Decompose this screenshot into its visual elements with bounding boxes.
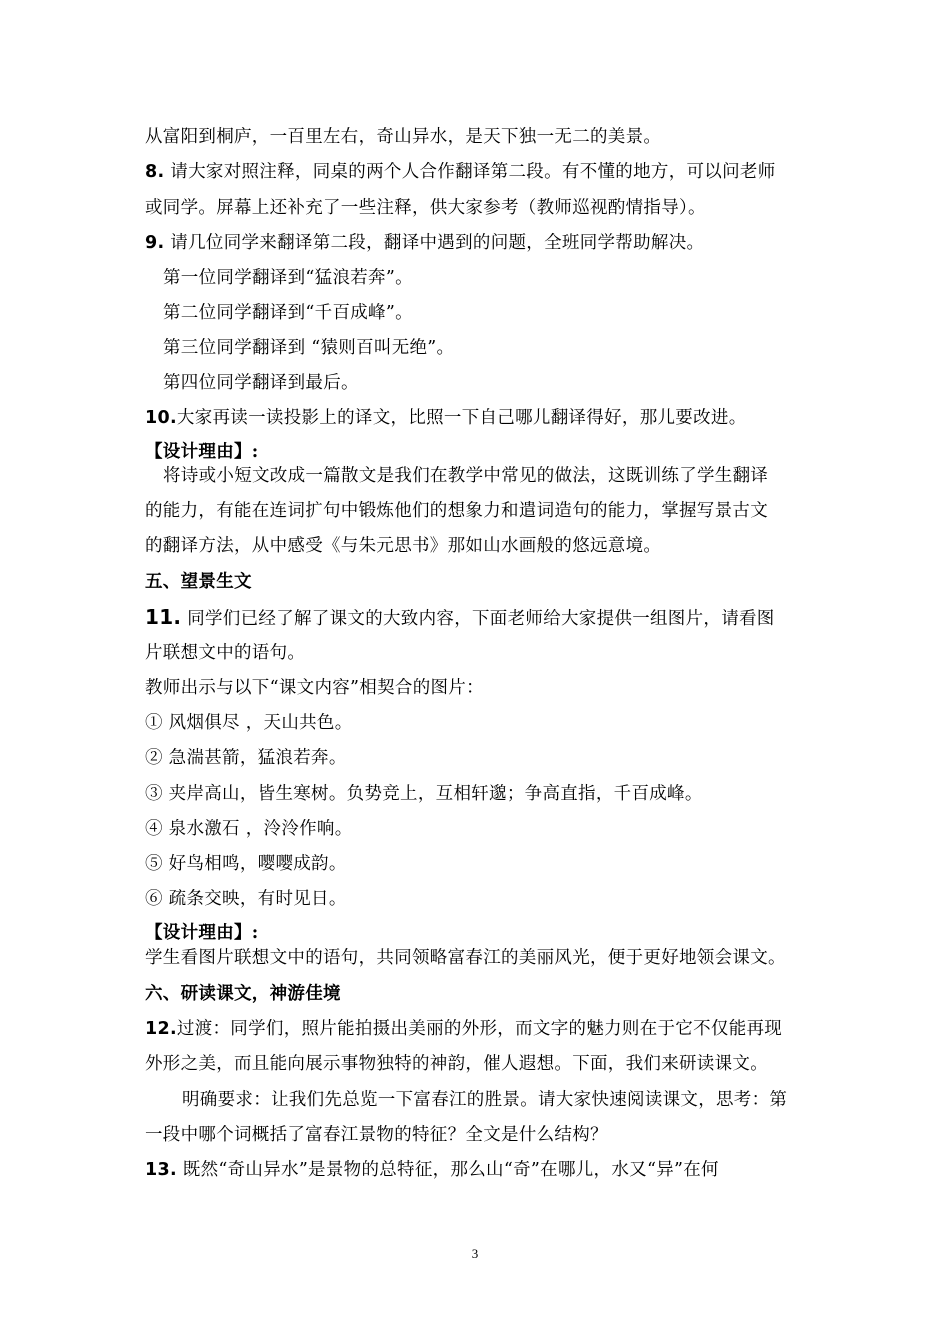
- item-number: 13.: [145, 1160, 177, 1180]
- numbered-item-12: [145, 1017, 782, 1041]
- sub-line: 第一位同学翻译到“猛浪若奔”。: [163, 268, 413, 288]
- page-number: 3: [471, 1246, 479, 1261]
- numbered-item-8: [145, 160, 776, 184]
- list-item: ⑤ 好鸟相鸣，嘤嘤成韵。: [145, 854, 347, 874]
- list-item: ① 风烟俱尽 ，天山共色。: [145, 713, 353, 733]
- numbered-item-11: [145, 605, 775, 631]
- numbered-item-9: [145, 231, 704, 255]
- paragraph-line: 明确要求：让我们先总览一下富春江的胜景。请大家快速阅读课文，思考：第: [182, 1090, 788, 1110]
- paragraph-line: 片联想文中的语句。: [145, 643, 306, 663]
- paragraph-line: 的能力，有能在连词扩句中锻炼他们的想象力和遣词造句的能力，掌握写景古文: [145, 501, 768, 521]
- sub-line: 第四位同学翻译到最后。: [163, 373, 359, 393]
- item-number: 10.: [145, 408, 177, 428]
- paragraph-line: 的翻译方法，从中感受《与朱元思书》那如山水画般的悠远意境。: [145, 536, 662, 556]
- paragraph-line: 教师出示与以下“课文内容”相契合的图片：: [145, 678, 484, 698]
- item-text: 既然“奇山异水”是景物的总特征，那么山“奇”在哪儿，水又“异”在何: [176, 1160, 719, 1180]
- item-number: 9.: [145, 233, 165, 253]
- item-text: 同学们已经了解了课文的大致内容，下面老师给大家提供一组图片，请看图: [181, 609, 775, 629]
- item-text: 请大家对照注释，同桌的两个人合作翻译第二段。有不懂的地方，可以问老师: [164, 162, 776, 182]
- paragraph-line: 学生看图片联想文中的语句，共同领略富春江的美丽风光，便于更好地领会课文。: [145, 948, 786, 968]
- item-number: 12.: [145, 1019, 177, 1039]
- paragraph-line: 或同学。屏幕上还补充了一些注释，供大家参考（教师巡视酌情指导）。: [145, 198, 706, 218]
- paragraph-line: 从富阳到桐庐，一百里左右，奇山异水，是天下独一无二的美景。: [145, 127, 662, 147]
- item-text: 大家再读一读投影上的译文，比照一下自己哪儿翻译得好，那儿要改进。: [176, 408, 747, 428]
- sub-line: 第三位同学翻译到 “猿则百叫无绝”。: [163, 338, 455, 358]
- paragraph-line: 外形之美，而且能向展示事物独特的神韵，催人遐想。下面，我们来研读课文。: [145, 1054, 768, 1074]
- design-reason-heading: 【设计理由】:: [145, 442, 259, 462]
- numbered-item-10: [145, 406, 747, 430]
- paragraph-line: 将诗或小短文改成一篇散文是我们在教学中常见的做法，这既训练了学生翻译: [163, 466, 769, 486]
- list-item: ④ 泉水激石 ，泠泠作响。: [145, 819, 353, 839]
- list-item: ② 急湍甚箭，猛浪若奔。: [145, 748, 347, 768]
- section-heading: 六、研读课文，神游佳境: [145, 984, 341, 1004]
- item-number: 11.: [145, 605, 182, 629]
- paragraph-line: 一段中哪个词概括了富春江景物的特征？全文是什么结构？: [145, 1125, 608, 1145]
- item-text: 请几位同学来翻译第二段，翻译中遇到的问题，全班同学帮助解决。: [164, 233, 705, 253]
- design-reason-heading: 【设计理由】:: [145, 923, 259, 943]
- list-item: ③ 夹岸高山，皆生寒树。负势竞上，互相轩邈；争高直指，千百成峰。: [145, 784, 703, 804]
- list-item: ⑥ 疏条交映，有时见日。: [145, 889, 347, 909]
- sub-line: 第二位同学翻译到“千百成峰”。: [163, 303, 413, 323]
- item-text: 过渡：同学们，照片能拍摄出美丽的外形，而文字的魅力则在于它不仅能再现: [176, 1019, 783, 1039]
- numbered-item-13: [145, 1158, 719, 1182]
- section-heading: 五、望景生文: [145, 572, 252, 592]
- item-number: 8.: [145, 162, 165, 182]
